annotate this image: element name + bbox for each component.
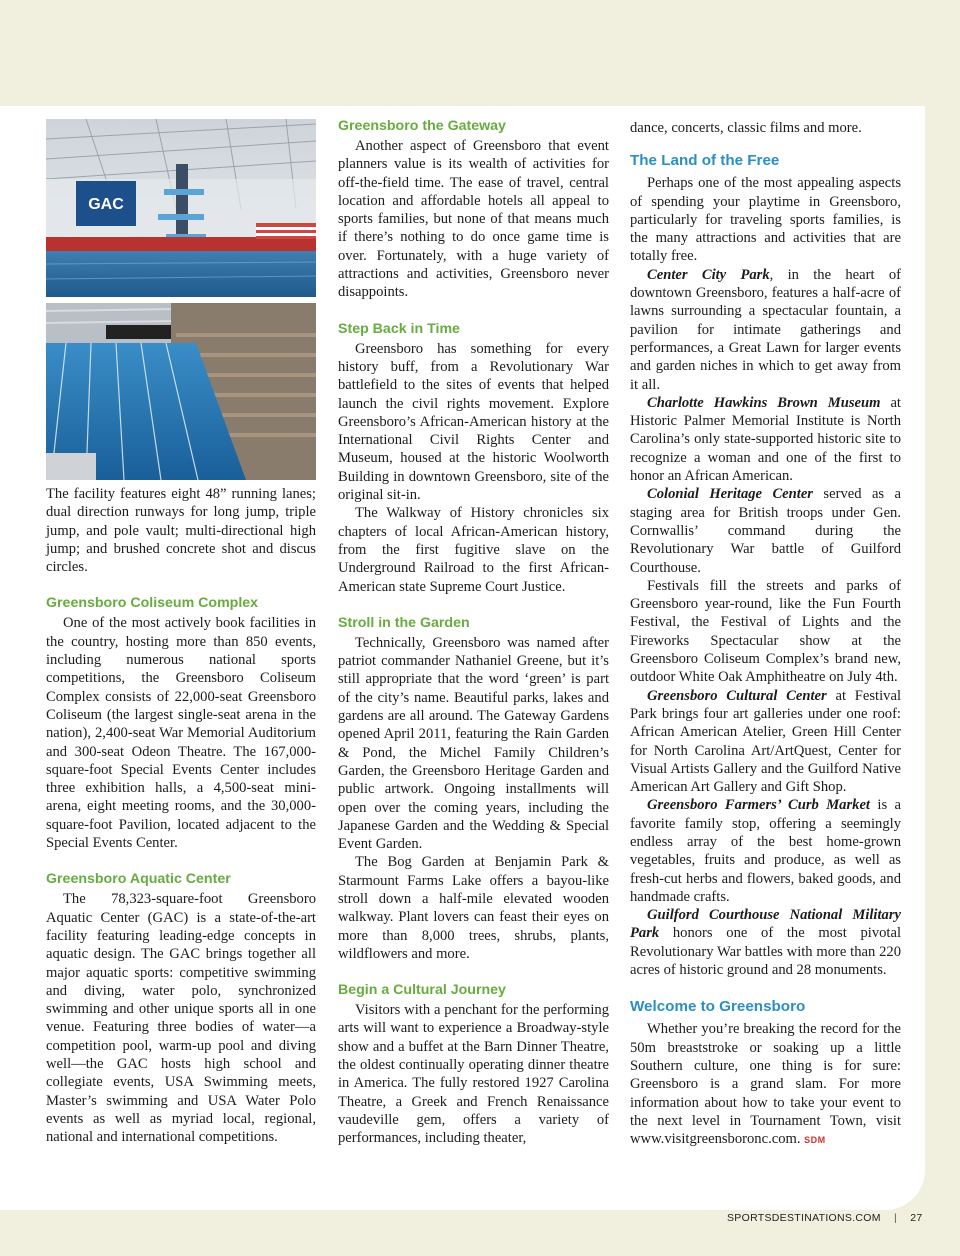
free-text: Perhaps one of the most appealing aspects of spending your playtime in Greensboro, particularly for traveling sports families, is the many attractions and activities that are totally free. xyxy=(630,175,901,265)
history-text-1: Greensboro has something for every history buff, from a Revolutionary War battlefield to the sites of events that helped launch the civil rights movement. Explore Greensboro’s African-American history at the International Civil Rights Center and Museum, housed at the historic Woolworth Building in downtown Greensboro, site of the original sit-in. xyxy=(338,340,609,504)
left-column xyxy=(46,485,316,1147)
coliseum-text: One of the most actively book facilities in the country, hosting more than 850 events, including numerous national sports competitions, the Greensboro Coliseum Complex consists of 22,000-seat Greensboro Coliseum (the largest single-seat arena in the nation), 2,400-seat War Memorial Auditorium and 300-seat Odeon Theatre. The 167,000-square-foot Special Events Center includes three exhibition halls, a 4,500-seat mini-arena, eight meeting rooms, and the 30,000-square-foot Pavilion, located adjacent to the Special Events Center. xyxy=(46,615,316,852)
curb-market-paragraph: Greensboro Farmers’ Curb Market is a favorite family stop, offering a seemingly endless array of the best home-grown vegetables, fruits and produce, as well as fresh-cut herbs and flowers, baked goods, and handmade crafts. xyxy=(630,797,901,905)
photo-diving-well xyxy=(46,119,316,297)
footer-separator: | xyxy=(894,1212,898,1224)
competition-pool-illustration xyxy=(46,303,316,480)
gac-sign-text: GAC xyxy=(88,196,124,213)
facility-intro-text: The facility features eight 48” running lanes; dual direction runways for long jump, triple jump, and pole vault; multi-directional high jump; and brushed concrete shot and discus circles. xyxy=(46,486,316,576)
welcome-paragraph xyxy=(630,1020,901,1149)
gateway-text: Another aspect of Greensboro that event planners value is its wealth of activities for off-the-field time. The ease of travel, central location and affordable hotels all appeal to sports families, but none of that means much if there’s nothing to do once game time is over. Fortunately, with a huge variety of attractions and activities, Greensboro never disappoints. xyxy=(338,138,609,301)
chb-museum-name: Charlotte Hawkins Brown Museum xyxy=(647,394,881,411)
cultural-heading: Begin a Cultural Journey xyxy=(338,982,506,999)
garden-heading: Stroll in the Garden xyxy=(338,614,470,631)
military-park-paragraph: Guilford Courthouse National Military Park honors one of the most pivotal Revolutionary War battles with more than 220 acres of historic ground and 28 monuments. xyxy=(630,907,901,979)
right-column xyxy=(630,119,901,1149)
curb-market-name: Greensboro Farmers’ Curb Market xyxy=(647,797,870,814)
colonial-heritage-paragraph: Colonial Heritage Center served as a staging area for British troops under Gen. Cornwallis’ command during the Revolutionary War battle of Guilford Courthouse. xyxy=(630,486,902,576)
coliseum-heading: Greensboro Coliseum Complex xyxy=(46,595,259,612)
center-city-park-name: Center City Park xyxy=(647,266,770,283)
sdm-end-mark: SDM xyxy=(804,1135,826,1146)
page-number: 27 xyxy=(910,1212,923,1224)
aquatic-heading: Greensboro Aquatic Center xyxy=(46,871,231,888)
garden-text-1: Technically, Greensboro was named after patriot commander Nathaniel Greene, but it’s still appropriate that the word ‘green’ is part of the city’s name. Beautiful parks, lakes and gardens are all around. The Gateway Gardens opened April 2011, featuring the Rain Garden & Pond, the Michel Family Children’s Garden, the Greensboro Heritage Garden and public artwork. Ongoing installments will open over the coming years, including the Japanese Garden and the Wedding & Special Event Garden. xyxy=(338,634,609,853)
chb-museum-paragraph: Charlotte Hawkins Brown Museum at Historic Palmer Memorial Institute is North Carolina’s only state-supported historic site to recognize a woman and one of the first to honor an African American. xyxy=(630,394,901,485)
diving-well-illustration xyxy=(46,119,316,297)
aquatic-text: The 78,323-square-foot Greensboro Aquatic Center (GAC) is a state-of-the-art facility featuring leading-edge concepts in aquatic design. The GAC brings together all major aquatic sports: competitive swimming and diving, water polo, synchronized swimming and other unique sports all in one venue. Featuring three bodies of water—a competition pool, warm-up pool and diving well—the GAC hosts high school and collegiate events, USA Swimming meets, Master’s swimming and USA Water Polo events as well as myriad local, regional, national and international competitions. xyxy=(46,891,316,1146)
history-heading: Step Back in Time xyxy=(338,320,460,337)
page-footer xyxy=(727,1212,923,1224)
history-text-2: The Walkway of History chronicles six chapters of local African-American history, from the first fugitive slave on the Underground Railroad to the first African-American state Supreme Court Justice. xyxy=(338,505,609,595)
continued-text: dance, concerts, classic films and more. xyxy=(630,120,862,136)
garden-text-2: The Bog Garden at Benjamin Park & Starmount Farms Lake offers a bayou-like stroll down a half-mile elevated wooden walkway. Plant lovers can feast their eyes on more than 8,000 trees, shrubs, plants, wildflowers and more. xyxy=(338,854,609,962)
welcome-text: Whether you’re breaking the record for the 50m breaststroke or soaking up a little Southern culture, one thing is for sure: Greensboro is a grand slam. For more information about how to take your event to the next level in Tournament Town, visit www.visitgreensboronc.com. xyxy=(630,1021,901,1148)
middle-column xyxy=(338,117,609,1148)
military-park-name: Guilford Courthouse National Military Park xyxy=(630,907,901,942)
center-city-park-paragraph: Center City Park, in the heart of downtown Greensboro, features a half-acre of lawns surrounding a spectacular fountain, a pavilion for intimate gatherings and performances, a Great Lawn for larger events and garden niches in which to get away from it all. xyxy=(630,266,901,393)
cultural-text: Visitors with a penchant for the performing arts will want to experience a Broadway-style show and a buffet at the Barn Dinner Theatre, the oldest continually operating dinner theatre in America. The fully restored 1927 Carolina Theatre, a Greek and French Renaissance vaudeville gem, offers a variety of performances, including theater, xyxy=(338,1002,609,1147)
welcome-heading: Welcome to Greensboro xyxy=(630,998,806,1016)
photo-competition-pool xyxy=(46,303,316,480)
cultural-center-paragraph: Greensboro Cultural Center at Festival Park brings four art galleries under one roof: African American Atelier, Green Hill Center for North Carolina Art/ArtQuest, Center for Visual Artists Gallery and the Guilford Native American Art Gallery and Gift Shop. xyxy=(630,687,901,796)
gateway-heading: Greensboro the Gateway xyxy=(338,118,506,134)
colonial-heritage-name: Colonial Heritage Center xyxy=(647,486,813,503)
cultural-center-name: Greensboro Cultural Center xyxy=(647,687,827,704)
festivals-text: Festivals fill the streets and parks of Greensboro year-round, like the Fun Fourth Festival, the Festival of Lights and the Fireworks Spectacular show at the Greensboro Coliseum Complex’s brand new, outdoor White Oak Amphitheatre on July 4th. xyxy=(630,577,901,686)
free-heading: The Land of the Free xyxy=(630,152,780,170)
footer-site: SPORTSDESTINATIONS.COM xyxy=(727,1212,881,1224)
